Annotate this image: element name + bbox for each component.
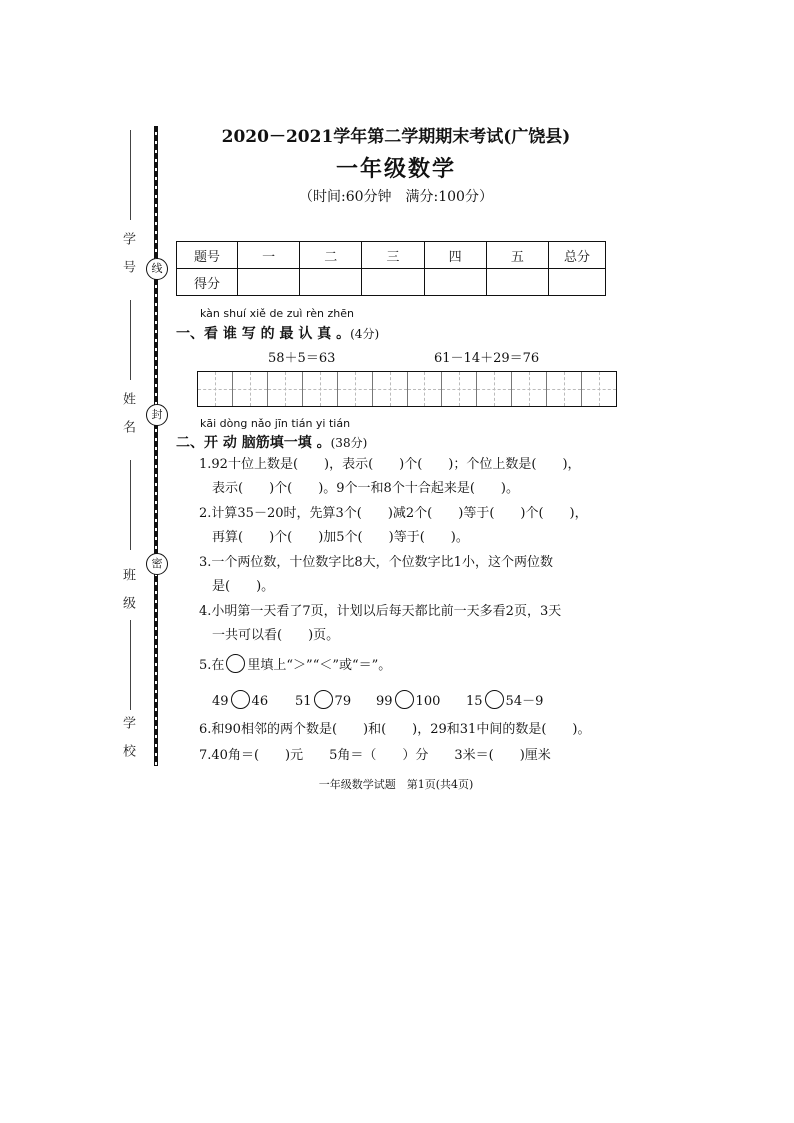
binding-cut-line	[154, 126, 158, 766]
score-input-cell[interactable]	[362, 269, 424, 296]
exam-subject: 一年级数学	[335, 156, 456, 182]
question-1-line-1: 1.92十位上数是( )，表示( )个( )；个位上数是( )，	[199, 457, 581, 472]
table-cell: 五	[486, 242, 548, 269]
student-no-label: 学 号	[120, 232, 135, 273]
score-input-cell[interactable]	[238, 269, 300, 296]
exam-title: 2020－2021学年第二学期期末考试(广饶县)	[221, 127, 571, 147]
question-6: 6.和90相邻的两个数是( )和( )，29和31中间的数是( )。	[199, 722, 591, 737]
class-label: 班 级	[120, 568, 135, 609]
table-cell: 三	[362, 242, 424, 269]
score-input-cell[interactable]	[300, 269, 362, 296]
score-input-cell[interactable]	[486, 269, 548, 296]
table-cell: 总分	[549, 242, 606, 269]
table-cell: 四	[424, 242, 486, 269]
school-line	[130, 620, 131, 710]
question-2-line-1: 2.计算35－20时，先算3个( )减2个( )等于( )个( )，	[199, 506, 588, 521]
score-input-cell[interactable]	[424, 269, 486, 296]
compare-right: 100	[415, 694, 441, 709]
question-1-line-2: 表示( )个( )。9个一和8个十合起来是( )。	[212, 481, 519, 496]
table-cell: 一	[238, 242, 300, 269]
compare-circle[interactable]	[314, 690, 333, 709]
compare-circle[interactable]	[485, 690, 504, 709]
score-table	[176, 241, 606, 296]
table-row	[177, 242, 606, 269]
question-7: 7.40角＝( )元 5角＝（ ）分 3米＝( )厘米	[199, 748, 551, 763]
question-5	[199, 654, 614, 678]
class-line	[130, 460, 131, 550]
page-footer: 一年级数学试题 第1页(共4页)	[318, 778, 474, 791]
section2-heading	[176, 432, 367, 452]
question-5-suffix: 里填上“＞”“＜”或“＝”。	[247, 658, 392, 673]
section2-points: (38分)	[330, 436, 368, 450]
seal-secret: 密	[146, 553, 168, 575]
student-no-line	[130, 130, 131, 220]
name-line	[130, 300, 131, 380]
question-2-line-2: 再算( )个( )加5个( )等于( )。	[212, 530, 469, 545]
section2-title: 二、开 动 脑筋填一填 。	[176, 435, 331, 451]
table-cell: 二	[300, 242, 362, 269]
name-label: 姓 名	[120, 392, 135, 433]
section1-points: (4分)	[350, 327, 380, 341]
section2-pinyin: kāi dòng nǎo jīn tián yi tián	[200, 417, 351, 430]
section1-title: 一、看 谁 写 的 最 认 真 。	[176, 326, 351, 342]
seal-line: 线	[146, 258, 168, 280]
question-5-prefix: 5.在	[199, 658, 225, 673]
section1-pinyin: kàn shuí xiě de zuì rèn zhēn	[200, 307, 354, 320]
compare-item-1	[212, 690, 268, 709]
compare-item-3	[376, 690, 440, 709]
school-label: 学 校	[120, 716, 135, 757]
compare-left: 15	[466, 694, 483, 709]
question-4-line-2: 一共可以看( )页。	[212, 628, 340, 643]
compare-circle[interactable]	[231, 690, 250, 709]
compare-right: 54－9	[505, 694, 544, 709]
question-3-line-2: 是( )。	[212, 579, 275, 594]
exam-meta: （时间:60分钟 满分:100分）	[299, 189, 493, 205]
equation-1: 58＋5＝63	[268, 351, 336, 366]
score-input-cell[interactable]	[549, 269, 606, 296]
section1-heading	[176, 323, 379, 343]
compare-right: 46	[251, 694, 269, 709]
compare-left: 49	[212, 694, 229, 709]
compare-item-4	[466, 690, 543, 709]
compare-right: 79	[334, 694, 352, 709]
question-3-line-1: 3.一个两位数，十位数字比8大，个位数字比1小，这个两位数	[199, 555, 553, 570]
compare-left: 99	[376, 694, 393, 709]
writing-grid[interactable]	[197, 371, 617, 407]
compare-circle[interactable]	[395, 690, 414, 709]
table-cell: 得分	[177, 269, 238, 296]
compare-left: 51	[295, 694, 312, 709]
table-cell: 题号	[177, 242, 238, 269]
equation-2: 61－14＋29＝76	[434, 351, 540, 366]
table-row	[177, 269, 606, 296]
circle-icon	[226, 654, 245, 673]
compare-item-2	[295, 690, 351, 709]
seal-seal: 封	[146, 404, 168, 426]
question-4-line-1: 4.小明第一天看了7页，计划以后每天都比前一天多看2页，3天	[199, 604, 562, 619]
